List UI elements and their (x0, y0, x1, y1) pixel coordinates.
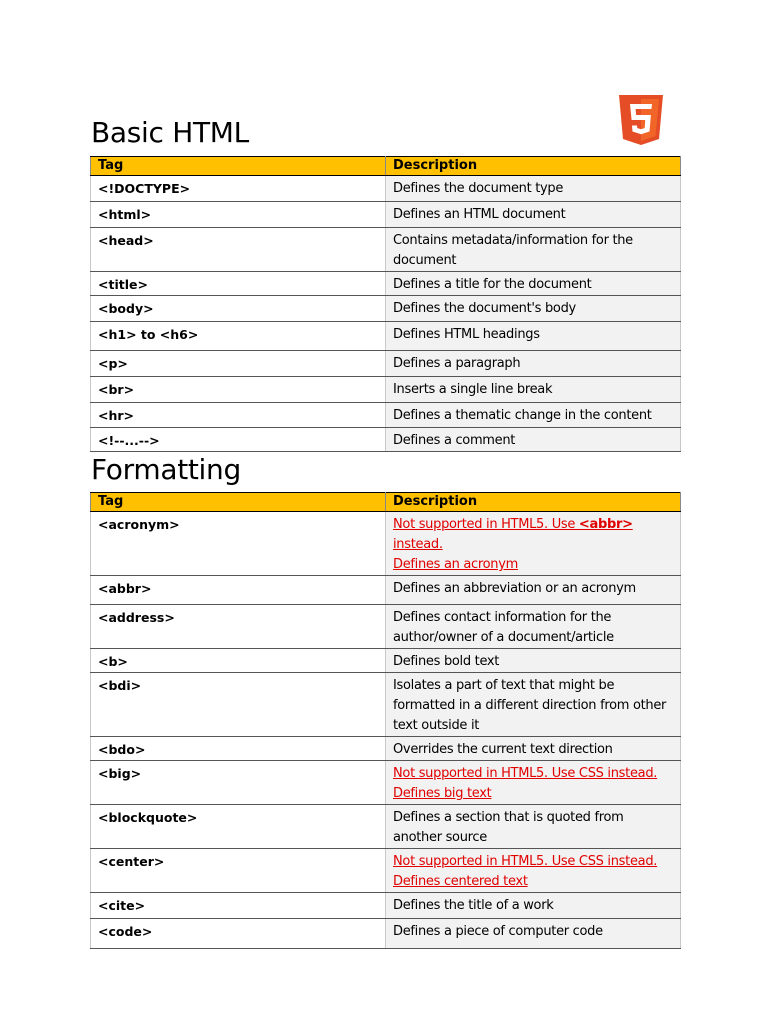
description-cell (386, 849, 681, 893)
tag-cell: <bdi> (91, 673, 386, 737)
description-text: Defines centered text (393, 874, 528, 889)
table-row (91, 576, 681, 605)
table-row (91, 849, 681, 893)
table-row (91, 296, 681, 322)
description-cell: Defines an HTML document (386, 202, 681, 228)
description-cell: Defines a title for the document (386, 272, 681, 296)
tag-cell: <p> (91, 351, 386, 377)
table-row (91, 737, 681, 761)
table-row (91, 893, 681, 919)
deprecation-text: Not supported in HTML5. Use (393, 517, 579, 532)
description-cell: Defines HTML headings (386, 322, 681, 351)
description-cell: Defines a comment (386, 428, 681, 452)
table-row (91, 673, 681, 737)
description-cell: Overrides the current text direction (386, 737, 681, 761)
deprecation-text: Not supported in HTML5. Use CSS instead. (393, 766, 658, 781)
description-cell (386, 512, 681, 576)
table-header-row (91, 157, 681, 176)
description-cell: Defines bold text (386, 649, 681, 673)
deprecation-note (393, 852, 673, 872)
tag-cell: <blockquote> (91, 805, 386, 849)
table-row (91, 351, 681, 377)
tag-cell: <!--...--> (91, 428, 386, 452)
tag-cell: <big> (91, 761, 386, 805)
tag-cell: <head> (91, 228, 386, 272)
deprecation-text: Not supported in HTML5. Use CSS instead. (393, 854, 658, 869)
description-cell: Inserts a single line break (386, 377, 681, 403)
table-row (91, 919, 681, 949)
column-header-tag: Tag (91, 157, 386, 176)
tag-cell: <hr> (91, 403, 386, 428)
table-row (91, 649, 681, 673)
description-cell: Defines the document's body (386, 296, 681, 322)
tag-cell: <bdo> (91, 737, 386, 761)
description-text: Defines an acronym (393, 557, 519, 572)
table-row (91, 512, 681, 576)
table-row (91, 322, 681, 351)
table-row (91, 228, 681, 272)
description-cell: Defines a section that is quoted from another source (386, 805, 681, 849)
formatting-table (90, 492, 681, 949)
description-cell: Defines contact information for the author/owner of a document/article (386, 605, 681, 649)
table-header-row (91, 493, 681, 512)
description-cell: Defines a thematic change in the content (386, 403, 681, 428)
description-cell: Defines a paragraph (386, 351, 681, 377)
deprecation-note (393, 764, 673, 784)
replacement-tag: <abbr> (578, 517, 633, 532)
table-row (91, 605, 681, 649)
table-row (91, 428, 681, 452)
tag-cell: <cite> (91, 893, 386, 919)
description-cell: Defines the document type (386, 176, 681, 202)
table-row (91, 761, 681, 805)
tag-cell: <h1> to <h6> (91, 322, 386, 351)
tag-cell: <code> (91, 919, 386, 949)
section-title-basic-html: Basic HTML (91, 116, 249, 149)
description-text: Defines big text (393, 786, 492, 801)
description-cell: Defines an abbreviation or an acronym (386, 576, 681, 605)
tag-cell: <br> (91, 377, 386, 403)
table-row (91, 272, 681, 296)
html5-logo-icon (619, 95, 663, 145)
table-row (91, 202, 681, 228)
description-cell: Defines a piece of computer code (386, 919, 681, 949)
tag-cell: <!DOCTYPE> (91, 176, 386, 202)
table-row (91, 403, 681, 428)
deprecation-note (393, 515, 673, 555)
basic-html-table (90, 156, 681, 452)
table-row (91, 805, 681, 849)
description-cell: Contains metadata/information for the document (386, 228, 681, 272)
description-cell (386, 761, 681, 805)
tag-cell: <html> (91, 202, 386, 228)
column-header-description: Description (386, 157, 681, 176)
table-row (91, 176, 681, 202)
tag-cell: <b> (91, 649, 386, 673)
tag-cell: <abbr> (91, 576, 386, 605)
description-cell: Isolates a part of text that might be formatted in a different direction from other text outside it (386, 673, 681, 737)
description-cell: Defines the title of a work (386, 893, 681, 919)
tag-cell: <acronym> (91, 512, 386, 576)
tag-cell: <title> (91, 272, 386, 296)
section-title-formatting: Formatting (91, 453, 241, 486)
deprecation-suffix: instead. (393, 537, 443, 552)
tag-cell: <address> (91, 605, 386, 649)
tag-cell: <body> (91, 296, 386, 322)
column-header-tag: Tag (91, 493, 386, 512)
column-header-description: Description (386, 493, 681, 512)
tag-cell: <center> (91, 849, 386, 893)
table-row (91, 377, 681, 403)
